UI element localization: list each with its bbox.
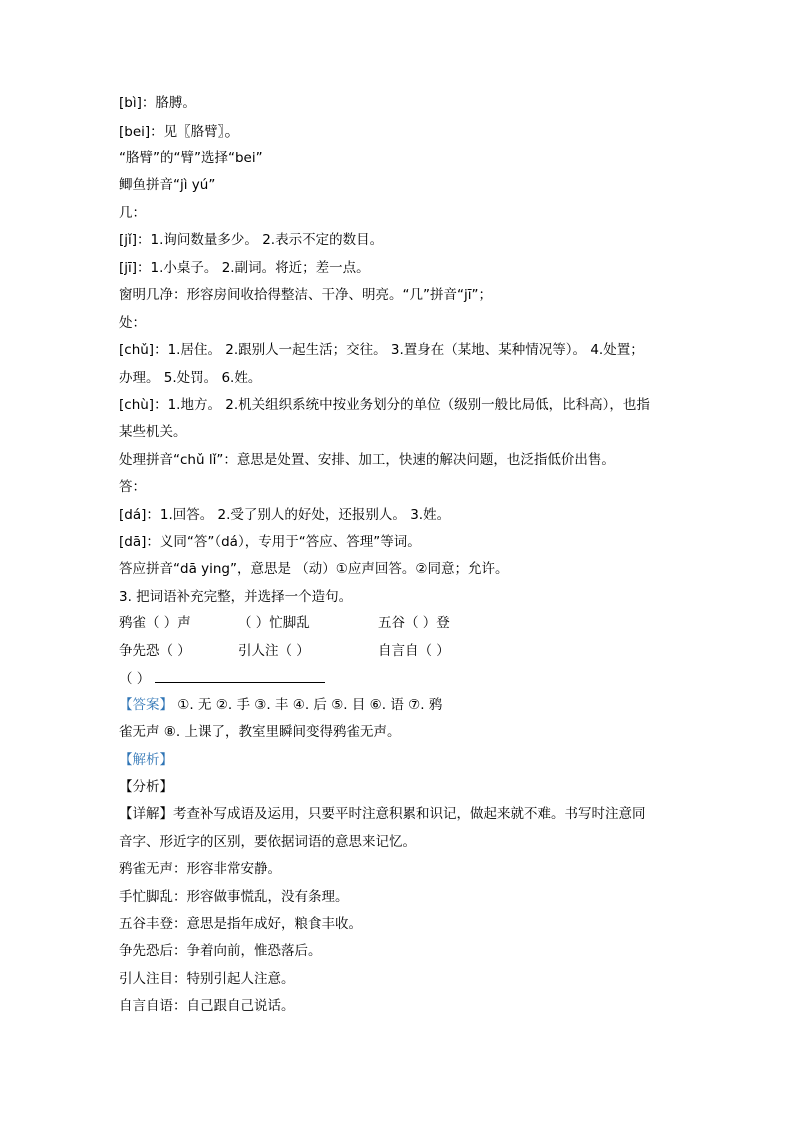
fill-blank-item: 五谷（ ）登	[378, 615, 450, 631]
text-line: 引人注目：特别引起人注意。	[119, 971, 295, 987]
fill-blank-item: 自言自（ ）	[378, 643, 450, 659]
text-line: 争先恐后：争着向前，惟恐落后。	[119, 943, 322, 959]
text-line: 雀无声 ⑧. 上课了，教室里瞬间变得鸦雀无声。	[119, 724, 401, 740]
text-line: 答：	[119, 479, 146, 495]
sentence-blank-row	[119, 668, 679, 689]
answer-tag: 【答案】	[119, 697, 173, 713]
text-line: 几：	[119, 205, 146, 221]
text-line: 五谷丰登：意思是指年成好，粮食丰收。	[119, 916, 362, 932]
text-line: 鲫鱼拼音“jì yú”	[119, 177, 216, 193]
text-line	[119, 121, 679, 142]
text-line: 手忙脚乱：形容做事慌乱，没有条理。	[119, 889, 349, 905]
detail-tag: 【详解】	[119, 806, 173, 822]
answer-text: ①. 无 ②. 手 ③. 丰 ④. 后 ⑤. 目 ⑥. 语 ⑦. 鸦	[173, 697, 443, 713]
text-line: 办理。 5.处罚。 6.姓。	[119, 370, 262, 386]
text-span: 。	[224, 121, 241, 140]
analysis-tag: 【解析】	[119, 752, 173, 768]
answer-line	[119, 695, 679, 715]
text-line: [chù]：1.地方。 2.机关组织系统中按业务划分的单位（级别一般比局低，比科高），也指	[119, 397, 650, 413]
text-line: “胳臂”的“臂”选择“bei”	[119, 150, 263, 166]
text-line: 【分析】	[119, 779, 173, 795]
text-line: 某些机关。	[119, 424, 187, 440]
text-line: [dá]：1.回答。 2.受了别人的好处，还报别人。 3.姓。	[119, 507, 451, 523]
text-line: [jī]：1.小桌子。 2.副词。将近；差一点。	[119, 260, 370, 276]
text-line: [jǐ]：1.询问数量多少。 2.表示不定的数目。	[119, 232, 384, 248]
text-line: 窗明几净：形容房间收拾得整洁、干净、明亮。“几”拼音“jī”；	[119, 287, 492, 303]
text-line: 鸦雀无声：形容非常安静。	[119, 861, 281, 877]
text-span: [bei]：见〖胳臂〗	[119, 124, 225, 140]
text-line: 音字、形近字的区别，要依据词语的意思来记忆。	[119, 834, 416, 850]
detail-text: 考查补写成语及运用，只要平时注意积累和识记，做起来就不难。书写时注意同	[173, 806, 646, 822]
fill-blank-item: 争先恐（ ）	[119, 643, 191, 659]
text-line: [chǔ]：1.居住。 2.跟别人一起生活；交往。 3.置身在（某地、某种情况等）。 4.处置；	[119, 342, 644, 358]
detail-line	[119, 804, 679, 824]
answer-underline	[155, 668, 325, 683]
text-line: 自言自语：自己跟自己说话。	[119, 998, 295, 1014]
text-line: [dā]：义同“答”（dá），专用于“答应、答理”等词。	[119, 534, 421, 550]
paren-blank: （ ）	[119, 671, 151, 687]
fill-blank-item: （ ）忙脚乱	[238, 615, 310, 631]
text-line: [bì]：胳膊。	[119, 95, 196, 111]
text-line: 处理拼音“chǔ lǐ”：意思是处置、安排、加工，快速的解决问题，也泛指低价出售。	[119, 452, 615, 468]
question-title: 3. 把词语补充完整，并选择一个造句。	[119, 589, 353, 605]
text-line: 答应拼音“dā ying”，意思是 （动）①应声回答。②同意；允许。	[119, 561, 509, 577]
text-line: 处：	[119, 315, 146, 331]
fill-blank-item: 鸦雀（ ）声	[119, 615, 191, 631]
fill-blank-item: 引人注（ ）	[238, 643, 310, 659]
